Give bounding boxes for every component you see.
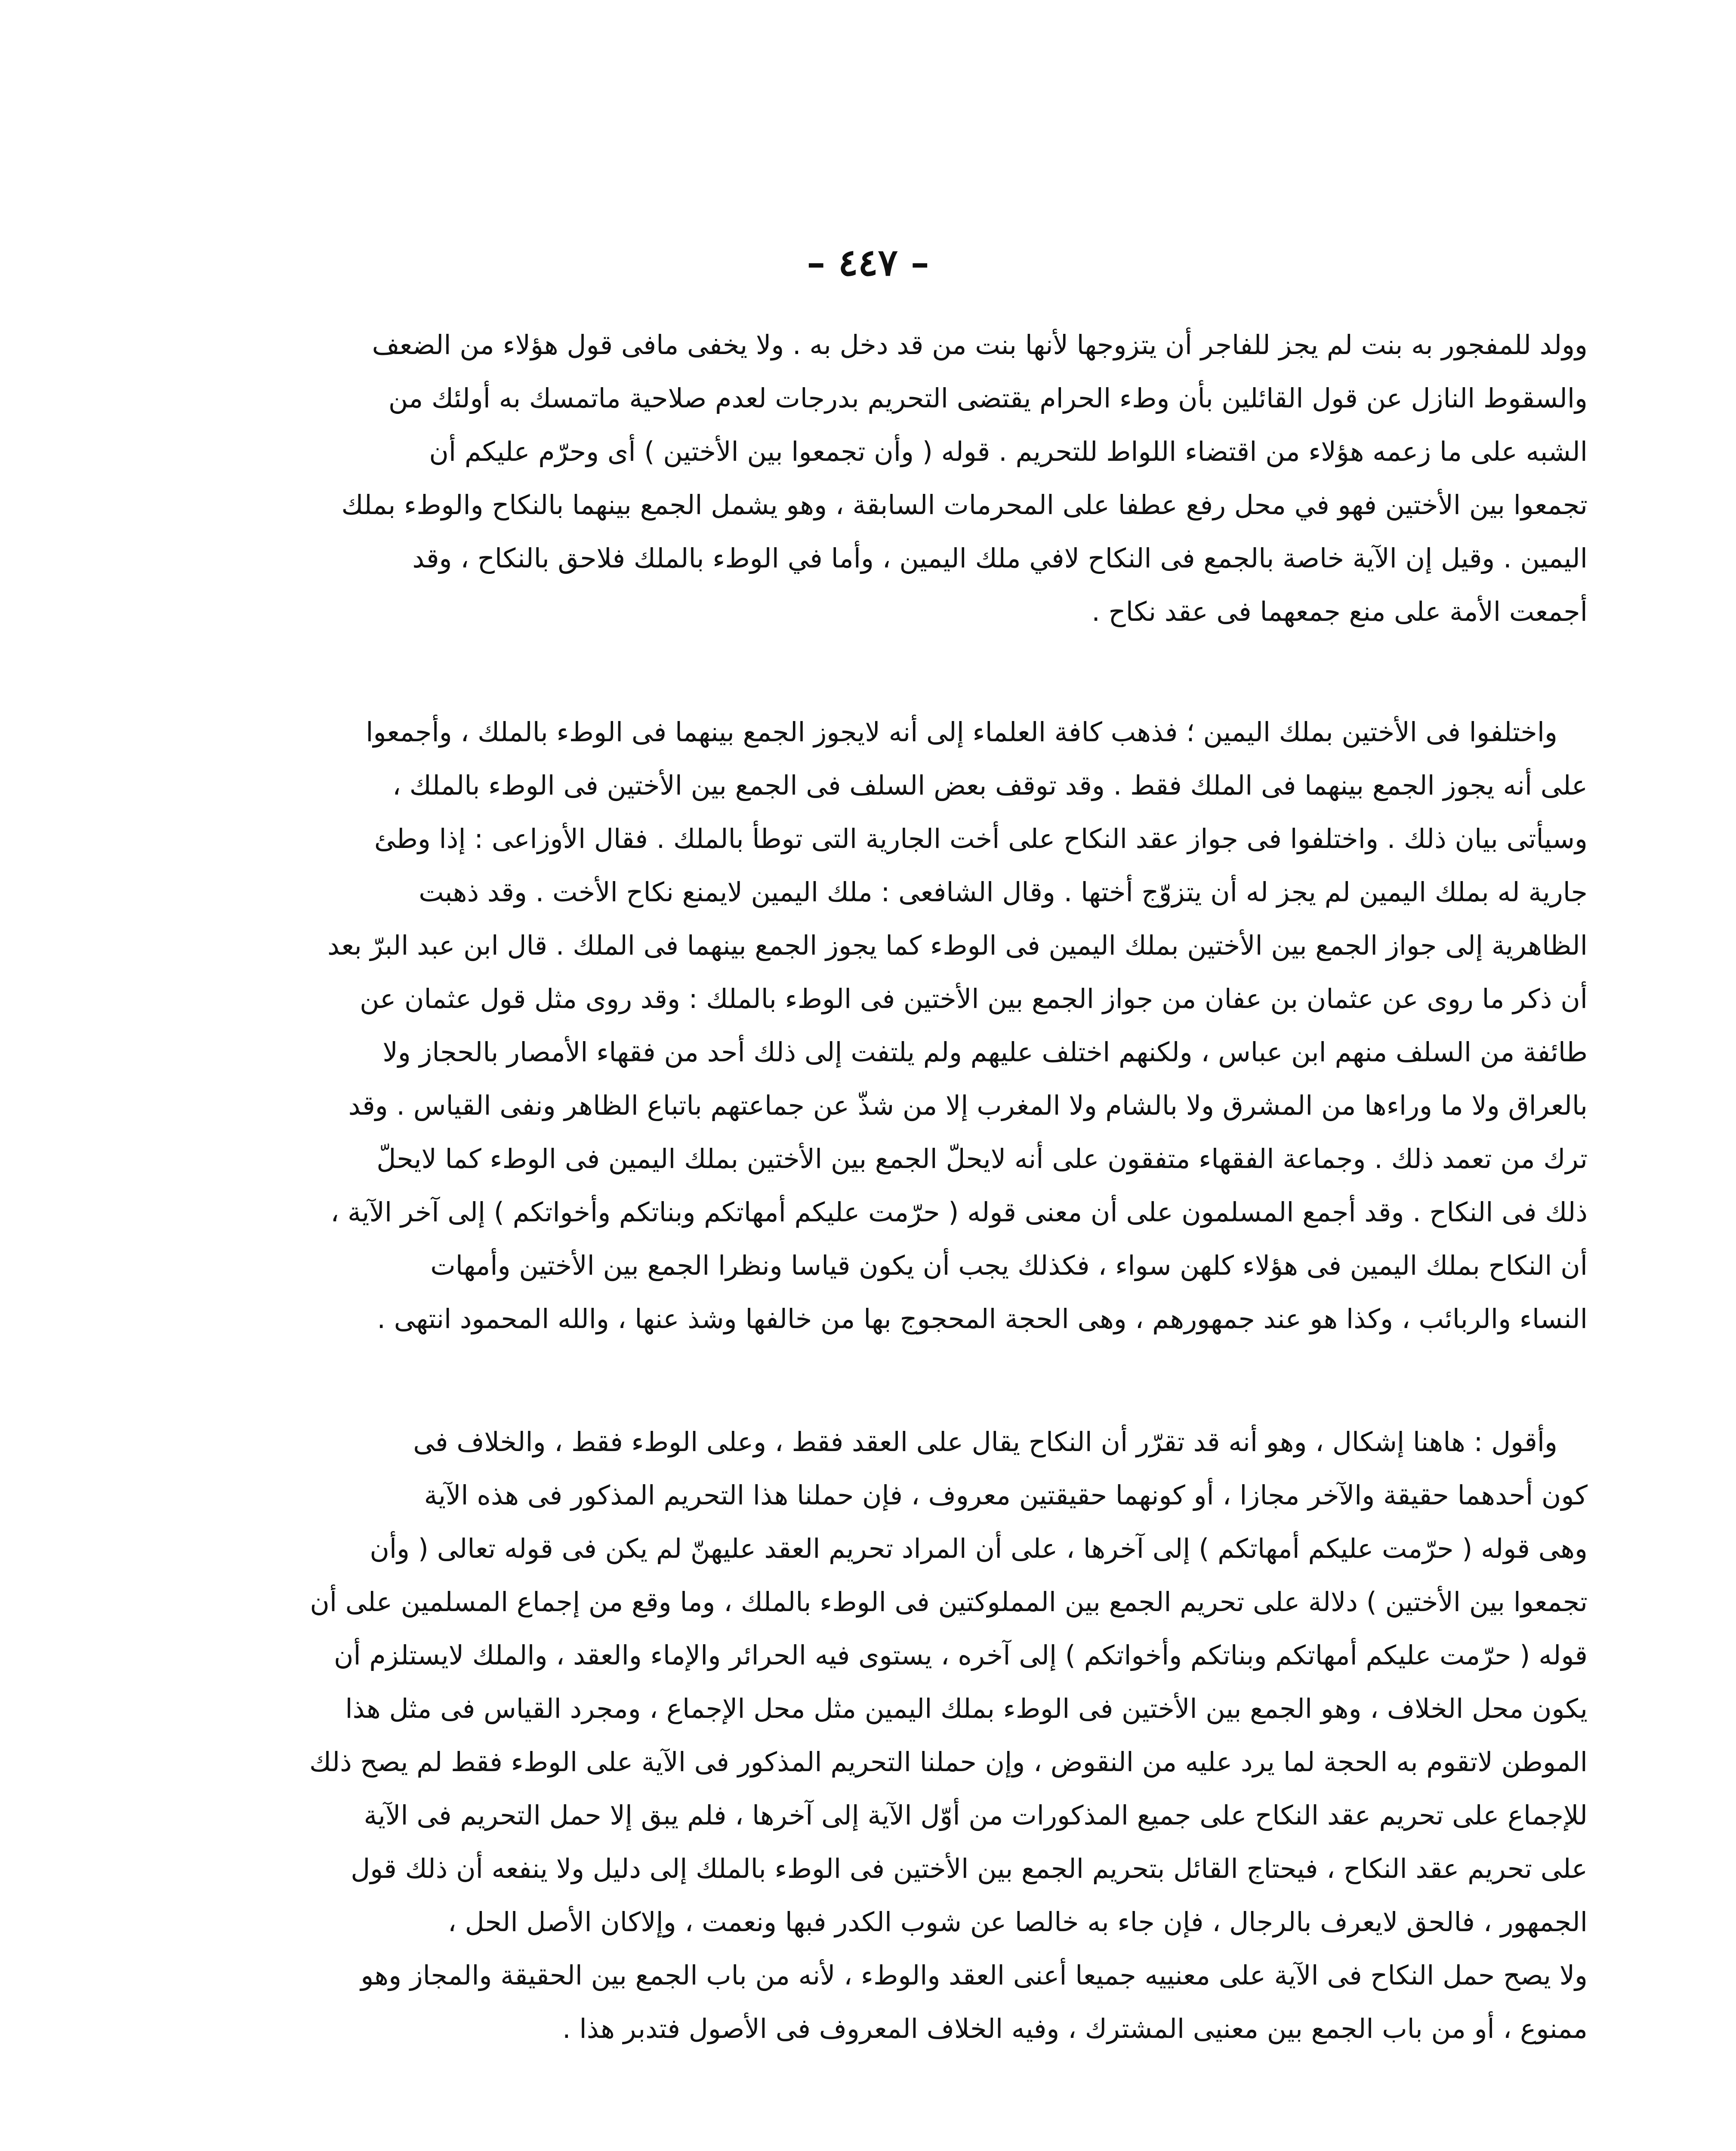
text-line: الشبه على ما زعمه هؤلاء من اقتضاء اللواط للتحريم . قوله ( وأن تجمعوا بين الأختين ) أى وحرّم عليكم أن	[429, 436, 1588, 467]
text-line: تجمعوا بين الأختين ) دلالة على تحريم الجمع بين المملوكتين فى الوطء بالملك ، وما وقع من إجماع المسلمين على أن	[310, 1586, 1588, 1618]
text-line: النساء والربائب ، وكذا هو عند جمهورهم ، وهى الحجة المحجوج بها من خالفها وشذ عنها ، والله المحمود انتهى .	[377, 1303, 1588, 1334]
text-line: على أنه يجوز الجمع بينهما فى الملك فقط . وقد توقف بعض السلف فى الجمع بين الأختين فى الوطء بالملك ،	[392, 770, 1588, 801]
text-line: تجمعوا بين الأختين فهو في محل رفع عطفا على المحرمات السابقة ، وهو يشمل الجمع بينهما بالنكاح والوطء بملك	[341, 489, 1588, 521]
text-line: ولا يصح حمل النكاح فى الآية على معنييه جميعا أعنى العقد والوطء ، لأنه من باب الجمع بين الحقيقة والمجاز وهو	[361, 1960, 1588, 1991]
text-line: الجمهور ، فالحق لايعرف بالرجال ، فإن جاء به خالصا عن شوب الكدر فبها ونعمت ، وإلاكان الأصل الحل ،	[447, 1906, 1588, 1938]
text-line: على تحريم عقد النكاح ، فيحتاج القائل بتحريم الجمع بين الأختين فى الوطء بالملك إلى دليل ولا ينفعه أن ذلك قول	[351, 1853, 1588, 1884]
text-line: والسقوط النازل عن قول القائلين بأن وطء الحرام يقتضى التحريم بدرجات لعدم صلاحية ماتمسك به أولئك من	[388, 382, 1588, 414]
page-number: – ٤٤٧ –	[807, 241, 929, 284]
text-line: طائفة من السلف منهم ابن عباس ، ولكنهم اختلف عليهم ولم يلتفت إلى ذلك أحد من فقهاء الأمصار بالحجاز ولا	[382, 1036, 1588, 1068]
text-line: ترك من تعمد ذلك . وجماعة الفقهاء متفقون على أنه لايحلّ الجمع بين الأختين بملك اليمين فى الوطء كما لايحلّ	[376, 1143, 1588, 1174]
paragraph-3	[198, 1415, 1588, 2055]
text-line: يكون محل الخلاف ، وهو الجمع بين الأختين فى الوطء بملك اليمين مثل محل الإجماع ، ومجرد القياس فى مثل هذا	[345, 1693, 1588, 1724]
text-line: للإجماع على تحريم عقد النكاح على جميع المذكورات من أوّل الآية إلى آخرها ، فلم يبق إلا حمل التحريم فى الآية	[364, 1800, 1588, 1831]
text-line: واختلفوا فى الأختين بملك اليمين ؛ فذهب كافة العلماء إلى أنه لايجوز الجمع بينهما فى الوطء بالملك ، وأجمعوا	[366, 716, 1557, 748]
paragraph-1	[198, 318, 1588, 638]
text-line: الموطن لاتقوم به الحجة لما يرد عليه من النقوض ، وإن حملنا التحريم المذكور فى الآية على الوطء فقط لم يصح ذلك	[309, 1746, 1588, 1778]
text-line: قوله ( حرّمت عليكم أمهاتكم وبناتكم وأخواتكم ) إلى آخره ، يستوى فيه الحرائر والإماء والعقد ، والملك لايستلزم أن	[333, 1639, 1588, 1671]
paragraph-2	[198, 706, 1588, 1346]
text-line: أجمعت الأمة على منع جمعهما فى عقد نكاح .	[1092, 596, 1588, 627]
text-line: كون أحدهما حقيقة والآخر مجازا ، أو كونهما حقيقتين معروف ، فإن حملنا هذا التحريم المذكور فى هذه الآية	[424, 1479, 1588, 1511]
text-line: وهى قوله ( حرّمت عليكم أمهاتكم ) إلى آخرها ، على أن المراد تحريم العقد عليهنّ لم يكن فى قوله تعالى ( وأن	[370, 1533, 1588, 1564]
text-line: ممنوع ، أو من باب الجمع بين معنيى المشترك ، وفيه الخلاف المعروف فى الأصول فتدبر هذا .	[562, 2013, 1588, 2044]
text-line: بالعراق ولا ما وراءها من المشرق ولا بالشام ولا المغرب إلا من شذّ عن جماعتهم باتباع الظاهر ونفى القياس . وقد	[348, 1090, 1588, 1121]
text-line: أن النكاح بملك اليمين فى هؤلاء كلهن سواء ، فكذلك يجب أن يكون قياسا ونظرا الجمع بين الأختين وأمهات	[430, 1250, 1588, 1281]
text-line: وأقول : هاهنا إشكال ، وهو أنه قد تقرّر أن النكاح يقال على العقد فقط ، وعلى الوطء فقط ، والخلاف فى	[413, 1426, 1557, 1458]
text-line: وولد للمفجور به بنت لم يجز للفاجر أن يتزوجها لأنها بنت من قد دخل به . ولا يخفى مافى قول هؤلاء من الضعف	[372, 329, 1588, 361]
text-line: أن ذكر ما روى عن عثمان بن عفان من جواز الجمع بين الأختين فى الوطء بالملك : وقد روى مثل قول عثمان عن	[360, 983, 1588, 1014]
text-line: جارية له بملك اليمين لم يجز له أن يتزوّج أختها . وقال الشافعى : ملك اليمين لايمنع نكاح الأخت . وقد ذهبت	[419, 876, 1588, 908]
text-line: وسيأتى بيان ذلك . واختلفوا فى جواز عقد النكاح على أخت الجارية التى توطأ بالملك . فقال الأوزاعى : إذا وطئ	[374, 823, 1588, 854]
text-line: اليمين . وقيل إن الآية خاصة بالجمع فى النكاح لافي ملك اليمين ، وأما في الوطء بالملك فلاحق بالنكاح ، وقد	[412, 542, 1588, 574]
text-line: ذلك فى النكاح . وقد أجمع المسلمون على أن معنى قوله ( حرّمت عليكم أمهاتكم وبناتكم وأخواتكم ) إلى آخر الآية ،	[330, 1196, 1588, 1228]
text-line: الظاهرية إلى جواز الجمع بين الأختين بملك اليمين فى الوطء كما يجوز الجمع بينهما فى الملك . قال ابن عبد البرّ بعد	[327, 930, 1588, 961]
